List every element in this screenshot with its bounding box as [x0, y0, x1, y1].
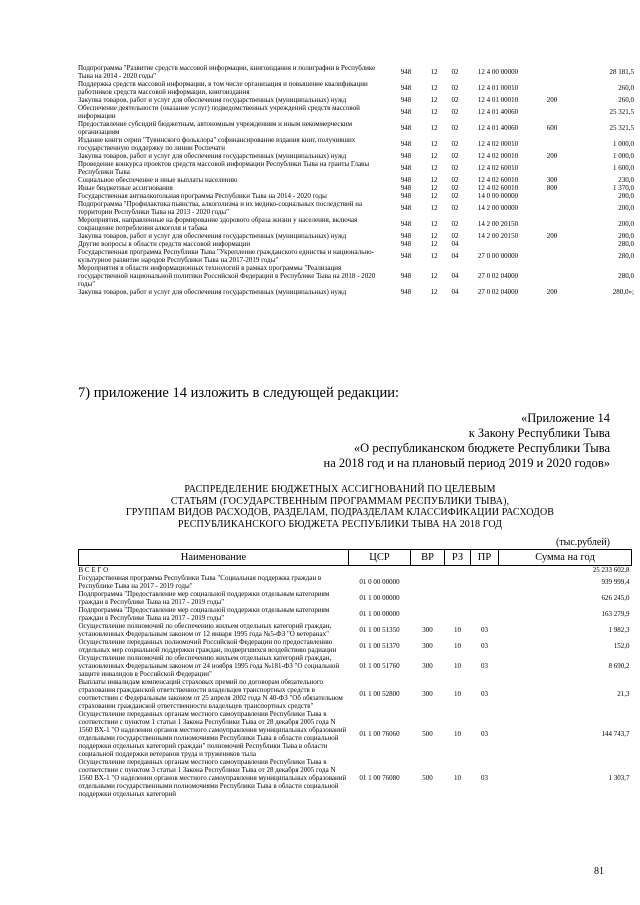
row-csr: 27 0 00 00000	[477, 252, 519, 260]
row-rz: 12	[430, 84, 438, 92]
row-rz: 12	[430, 124, 438, 132]
table-row	[78, 120, 634, 136]
row-pr: 04	[451, 252, 459, 260]
page-number: 81	[594, 866, 604, 877]
row-vr: 800	[546, 184, 558, 192]
table-row	[78, 96, 634, 104]
row-gr: 948	[400, 204, 412, 212]
row-csr: 14 2 00 20150	[477, 220, 519, 228]
row-sum: 200,0	[618, 204, 634, 212]
row-rz: 10	[454, 626, 461, 634]
row-name: Обеспечение деятельности (оказание услуг) подведомственных учреждений средств массовой информации	[78, 104, 360, 120]
row-vr	[530, 240, 574, 248]
row-csr: 14 0 00 00000	[477, 192, 519, 200]
row-pr: 02	[451, 232, 459, 240]
table-row	[79, 638, 632, 654]
row-name: Подпрограмма "Развитие средств массовой информации, книгоиздания и полиграфии в Республике Тыва на 2014 - 2020 годы"	[78, 64, 376, 80]
table-row	[78, 80, 634, 96]
row-pr	[471, 606, 499, 622]
top-budget-table	[78, 64, 634, 296]
row-vr	[411, 590, 445, 606]
row-rz: 12	[430, 140, 438, 148]
row-sum: 1 600,0	[613, 164, 634, 172]
title-line: РАСПРЕДЕЛЕНИЕ БЮДЖЕТНЫХ АССИГНОВАНИЙ ПО ЦЕЛЕВЫМ	[184, 484, 496, 495]
row-csr: 01 1 00 51370	[359, 642, 400, 650]
row-name: Государственная программа Республики Тыва "Социальная поддержка граждан в Республике Тыва на 2017 - 2019 годы"	[78, 574, 322, 590]
row-name: Мероприятия, направленные на формирование здорового образа жизни у населения, включая сокращение потребления алкоголя и табака	[78, 216, 358, 232]
row-sum: 1 000,0	[613, 152, 634, 160]
row-name: В С Е Г О	[78, 566, 109, 574]
table-row	[79, 622, 632, 638]
row-vr: 300	[422, 690, 433, 698]
row-csr: 01 1 00 76060	[359, 730, 400, 738]
row-rz: 12	[430, 220, 438, 228]
row-rz: 10	[454, 730, 461, 738]
row-rz: 12	[430, 184, 438, 192]
appendix-line: к Закону Республики Тыва	[468, 426, 610, 440]
row-rz: 12	[430, 152, 438, 160]
row-vr: 200	[546, 152, 558, 160]
row-gr: 948	[400, 124, 412, 132]
row-pr: 02	[451, 184, 459, 192]
row-name: Мероприятия в области информационных технологий в рамках программы "Реализация государственной национальной политики Российской Федерации в Республике Тыва на 2018 - 2020 годы"	[78, 264, 376, 288]
appendix-line: «О республиканском бюджете Республики Тыва	[353, 441, 610, 455]
row-vr	[530, 264, 574, 288]
row-pr	[471, 566, 499, 575]
row-gr: 948	[400, 232, 412, 240]
row-sum: 280,0	[618, 240, 634, 248]
row-vr: 300	[422, 662, 433, 670]
row-pr: 03	[481, 642, 488, 650]
row-vr: 300	[546, 176, 558, 184]
table-row	[78, 152, 634, 160]
table-row	[78, 240, 634, 248]
row-pr: 02	[451, 164, 459, 172]
row-pr	[471, 574, 499, 590]
row-vr	[530, 216, 574, 232]
row-csr: 12 4 01 00010	[477, 96, 519, 104]
row-csr: 01 1 00 52800	[359, 690, 400, 698]
row-vr	[530, 192, 574, 200]
row-pr: 02	[451, 108, 459, 116]
row-vr	[411, 574, 445, 590]
row-sum: 25 321,5	[609, 124, 634, 132]
row-name: Государственная антиалкогольная программа Республики Тыва на 2014 - 2020 годы	[78, 192, 327, 200]
row-sum: 25 321,5	[609, 108, 634, 116]
appendix-line: «Приложение 14	[521, 411, 610, 425]
table-row	[78, 200, 634, 216]
table-row	[79, 606, 632, 622]
row-sum: 1 982,3	[608, 626, 630, 634]
row-pr: 02	[451, 68, 459, 76]
row-csr: 12 4 02 60010	[477, 184, 519, 192]
row-gr: 948	[400, 288, 412, 296]
row-rz: 12	[430, 288, 438, 296]
row-sum: 8 690,2	[608, 662, 630, 670]
row-vr: 500	[422, 730, 433, 738]
table-row	[79, 590, 632, 606]
title-line: ГРУППАМ ВИДОВ РАСХОДОВ, РАЗДЕЛАМ, ПОДРАЗДЕЛАМ КЛАССИФИКАЦИИ РАСХОДОВ	[125, 507, 555, 518]
row-sum: 260,0	[618, 96, 634, 104]
row-vr	[530, 160, 574, 176]
row-pr: 02	[451, 204, 459, 212]
header-rz: РЗ	[445, 550, 471, 566]
row-name: Поддержка средств массовой информации, в том числе организация и повышение квалификации работников средств массовой информации, книгоиздания	[78, 80, 368, 96]
row-csr: 01 1 00 00000	[359, 594, 400, 602]
row-gr: 948	[400, 84, 412, 92]
row-rz	[445, 566, 471, 575]
row-rz	[445, 574, 471, 590]
row-name: Проведение конкурса проектов средств массовой информации Республики Тыва на гранты Главы Республики Тыва	[78, 160, 370, 176]
row-csr: 12 4 01 40060	[477, 108, 519, 116]
row-name: Предоставление субсидий бюджетным, автономным учреждениям и иным некоммерческим организациям	[78, 120, 353, 136]
row-rz: 10	[454, 690, 461, 698]
table-row	[79, 574, 632, 590]
row-csr: 01 1 00 76080	[359, 774, 400, 782]
row-sum: 200,0	[618, 192, 634, 200]
row-name: Осуществление переданных органам местного самоуправления Республики Тыва в соответствии с пунктом 3 статьи 1 Закона Республики Тыва от 28 декабря 2005 года N 1560 ВХ-1 "О наделении органов местного самоуправления муниципальных образований отдельными государственными полномочиями Республики Тыва в области социальной поддержки отдельных категорий	[78, 758, 347, 798]
row-csr: 27 0 02 04000	[477, 288, 519, 296]
table-row	[79, 654, 632, 678]
row-vr	[530, 64, 574, 80]
amendment-headline: 7) приложение 14 изложить в следующей редакции:	[78, 385, 400, 401]
row-sum: 280,0	[618, 272, 634, 280]
row-rz: 10	[454, 642, 461, 650]
table-row	[78, 136, 634, 152]
table-header-row	[79, 550, 632, 566]
row-gr: 948	[400, 164, 412, 172]
row-sum: 28 181,5	[609, 68, 634, 76]
row-sum: 1 000,0	[613, 140, 634, 148]
row-name: Осуществление полномочий по обеспечению жильем отдельных категорий граждан, установленных Федеральным законом от 12 января 1995 года №5-ФЗ "О ветеранах"	[78, 622, 332, 638]
row-vr	[530, 104, 574, 120]
row-rz: 10	[454, 662, 461, 670]
row-pr: 02	[451, 220, 459, 228]
row-csr: 14 2 00 20150	[477, 232, 519, 240]
row-rz: 12	[430, 108, 438, 116]
row-csr: 01 1 00 51350	[359, 626, 400, 634]
row-gr: 948	[400, 96, 412, 104]
row-gr: 948	[400, 108, 412, 116]
row-rz: 12	[430, 164, 438, 172]
top-budget-table-body	[78, 64, 634, 296]
row-pr: 03	[481, 774, 488, 782]
row-name: Закупка товаров, работ и услуг для обеспечения государственных (муниципальных) нужд	[78, 288, 347, 296]
table-row	[78, 248, 634, 264]
header-pr: ПР	[471, 550, 499, 566]
document-title	[70, 484, 610, 530]
table-row	[78, 288, 634, 296]
row-gr: 948	[400, 192, 412, 200]
row-pr: 03	[481, 730, 488, 738]
row-gr: 948	[400, 184, 412, 192]
row-csr: 12 4 02 00010	[477, 152, 519, 160]
row-sum: 1 303,7	[608, 774, 630, 782]
row-csr: 12 4 01 40060	[477, 124, 519, 132]
row-rz: 12	[430, 252, 438, 260]
table-row	[78, 176, 634, 184]
row-gr: 948	[400, 68, 412, 76]
unit-label: (тыс.рублей)	[555, 537, 610, 548]
row-vr: 600	[546, 124, 558, 132]
row-pr	[471, 590, 499, 606]
row-vr	[411, 566, 445, 575]
row-csr: 01 1 00 00000	[359, 610, 400, 618]
main-budget-table	[78, 549, 632, 798]
table-row	[78, 216, 634, 232]
row-sum: 152,0	[613, 642, 630, 650]
row-name: Социальное обеспечение и иные выплаты населению	[78, 176, 238, 184]
row-csr: 01 0 00 00000	[359, 578, 400, 586]
row-vr: 200	[546, 96, 558, 104]
row-sum: 230,0	[618, 176, 634, 184]
row-vr	[530, 248, 574, 264]
table-row	[79, 758, 632, 798]
row-name: Другие вопросы в области средств массовой информации	[78, 240, 251, 248]
table-row	[79, 710, 632, 758]
row-name: Закупка товаров, работ и услуг для обеспечения государственных (муниципальных) нужд	[78, 96, 347, 104]
row-pr: 02	[451, 176, 459, 184]
row-csr: 12 4 02 00010	[477, 140, 519, 148]
row-gr: 948	[400, 272, 412, 280]
row-name: Иные бюджетные ассигнования	[78, 184, 173, 192]
row-sum: 939 999,4	[601, 578, 630, 586]
row-vr	[530, 80, 574, 96]
row-vr: 200	[546, 288, 558, 296]
header-sum: Сумма на год	[499, 550, 632, 566]
table-row	[79, 678, 632, 710]
row-gr: 948	[400, 240, 412, 248]
row-csr	[349, 566, 411, 575]
row-name: Подпрограмма "Предоставление мер социальной поддержки отдельным категориям граждан в Республике Тыва на 2017 - 2019 годы"	[78, 606, 330, 622]
row-pr: 03	[481, 662, 488, 670]
row-csr	[466, 240, 530, 248]
row-vr	[530, 200, 574, 216]
row-rz: 12	[430, 240, 438, 248]
row-name: Государственная программа Республики Тыва "Укрепление гражданского единства и национально-культурное развитие народов Республики Тыва на 2017-2019 годы"	[78, 248, 374, 264]
table-row	[78, 184, 634, 192]
header-name: Наименование	[79, 550, 349, 566]
row-sum: 260,0	[618, 84, 634, 92]
row-rz: 12	[430, 204, 438, 212]
row-name: Закупка товаров, работ и услуг для обеспечения государственных (муниципальных) нужд	[78, 152, 347, 160]
row-rz: 12	[430, 192, 438, 200]
row-name: Подпрограмма "Профилактика пьянства, алкоголизма и их медико-социальных последствий на территории Республики Тыва на 2013 - 2020 годы"	[78, 200, 363, 216]
row-csr: 12 4 00 00000	[477, 68, 519, 76]
row-sum: 280,0»;	[612, 288, 634, 296]
row-vr: 300	[422, 626, 433, 634]
appendix-line: на 2018 год и на плановый период 2019 и 2020 годов»	[323, 456, 610, 470]
row-sum: 21,3	[617, 690, 630, 698]
row-rz: 12	[430, 176, 438, 184]
row-name: Осуществление переданных полномочий Российской Федерации по предоставлению отдельных мер социальной поддержки граждан, подвергшихся воздействию радиации	[78, 638, 337, 654]
header-csr: ЦСР	[349, 550, 411, 566]
row-csr: 12 4 01 00010	[477, 84, 519, 92]
row-pr: 02	[451, 124, 459, 132]
row-gr: 948	[400, 252, 412, 260]
row-gr: 948	[400, 152, 412, 160]
row-pr: 02	[451, 140, 459, 148]
row-vr	[530, 136, 574, 152]
row-pr: 02	[451, 96, 459, 104]
row-sum: 163 279,9	[601, 610, 630, 618]
row-vr: 500	[422, 774, 433, 782]
table-row	[78, 264, 634, 288]
row-rz	[445, 606, 471, 622]
row-rz: 12	[430, 96, 438, 104]
row-csr: 12 4 02 60010	[477, 164, 519, 172]
table-row	[78, 64, 634, 80]
row-pr: 02	[451, 84, 459, 92]
row-sum: 1 370,0	[613, 184, 634, 192]
row-sum: 200,0	[618, 232, 634, 240]
row-pr: 02	[451, 152, 459, 160]
table-row	[78, 160, 634, 176]
row-vr: 300	[422, 642, 433, 650]
row-gr: 948	[400, 176, 412, 184]
table-row	[79, 566, 632, 575]
row-sum: 144 743,7	[601, 730, 630, 738]
row-rz: 12	[430, 232, 438, 240]
appendix-reference	[190, 411, 610, 471]
row-rz: 10	[454, 774, 461, 782]
table-row	[78, 192, 634, 200]
title-line: СТАТЬЯМ (ГОСУДАРСТВЕННЫМ ПРОГРАММАМ РЕСПУБЛИКИ ТЫВА),	[170, 495, 510, 507]
row-gr: 948	[400, 220, 412, 228]
row-rz: 12	[430, 272, 438, 280]
table-row	[78, 104, 634, 120]
row-pr: 04	[451, 272, 459, 280]
row-vr: 200	[546, 232, 558, 240]
row-vr	[411, 606, 445, 622]
title-line: РЕСПУБЛИКАНСКОГО БЮДЖЕТА РЕСПУБЛИКИ ТЫВА НА 2018 ГОД	[177, 518, 503, 530]
row-pr: 04	[451, 240, 459, 248]
row-sum: 626 245,0	[601, 594, 630, 602]
row-rz	[445, 590, 471, 606]
row-csr: 12 4 02 60010	[477, 176, 519, 184]
row-name: Подпрограмма "Предоставление мер социальной поддержки отдельным категориям граждан в Республике Тыва на 2017 - 2019 годы"	[78, 590, 330, 606]
row-pr: 03	[481, 626, 488, 634]
row-gr: 948	[400, 140, 412, 148]
row-name: Закупка товаров, работ и услуг для обеспечения государственных (муниципальных) нужд	[78, 232, 347, 240]
row-csr: 14 2 00 00000	[477, 204, 519, 212]
row-sum: 25 233 602,8	[592, 566, 630, 574]
main-budget-table-body	[79, 566, 632, 799]
row-csr: 27 0 02 04000	[477, 272, 519, 280]
row-name: Издание книги серии "Тувинского фольклора" софинансирование издания книг, получивших государственную поддержку по линии Роспечати	[78, 136, 356, 152]
row-pr: 04	[451, 288, 459, 296]
row-pr: 02	[451, 192, 459, 200]
row-sum: 280,0	[618, 252, 634, 260]
header-vr: ВР	[411, 550, 445, 566]
row-csr: 01 1 00 51760	[359, 662, 400, 670]
row-name: Выплаты инвалидам компенсаций страховых премий по договорам обязательного страхования гражданской ответственности владельцев транспортных средств в соответствии с Федеральным законом от 25 апреля 2002 года N 40-ФЗ "Об обязательном страховании гражданской ответственности владельцев транспортных средств"	[78, 678, 343, 710]
row-name: Осуществление переданных органам местного самоуправления Республики Тыва в соответствии с пунктом 1 статьи 1 Закона Республики Тыва от 28 декабря 2005 года N 1560 ВХ-1 "О наделении органов местного самоуправления муниципальных образований отдельными государственными полномочиями Республики Тыва в области социальной поддержки отдельных категорий граждан" полномочий Республики Тыва в области социальной поддержки ветеранов труда и тружеников тыла	[78, 710, 347, 758]
row-pr: 03	[481, 690, 488, 698]
row-name: Осуществление полномочий по обеспечению жильем отдельных категорий граждан, установленных Федеральным законом от 24 ноября 1995 года №181-ФЗ "О социальной защите инвалидов в Российской Федерации"	[78, 654, 340, 678]
table-row	[78, 232, 634, 240]
row-sum: 200,0	[618, 220, 634, 228]
row-rz: 12	[430, 68, 438, 76]
